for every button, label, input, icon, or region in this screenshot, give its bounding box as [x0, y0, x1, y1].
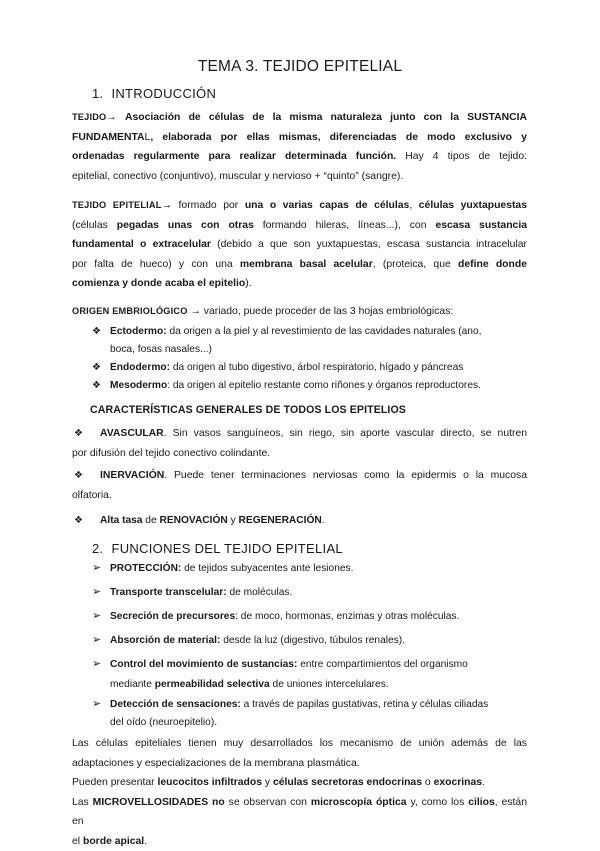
arrow-bullet-icon: ➢: [92, 631, 101, 651]
text-line: olfatoria.: [72, 486, 527, 506]
text-line: epitelial, conectivo (conjuntivo), muscular y nervioso + “quinto” (sangre).: [72, 167, 527, 187]
arrow-bullet-icon: ➢: [92, 607, 101, 627]
section-label: FUNCIONES DEL TEJIDO EPITELIAL: [111, 541, 343, 556]
text-line: adaptaciones y especializaciones de la membrana plasmática.: [72, 754, 527, 774]
text-line: Las células epiteliales tienen muy desarrollados los mecanismo de unión además de las: [72, 734, 527, 754]
arrow-bullet-icon: ➢: [92, 695, 101, 715]
section-number: 1.: [92, 86, 103, 101]
text-line: (células pegadas unas con otras formando hileras, líneas...), con escasa sustancia: [72, 216, 527, 236]
paragraph-inervacion: [72, 466, 527, 505]
text-line: TEJIDO EPITELIAL→ formado por una o varias capas de células, células yuxtapuestas: [72, 196, 527, 216]
section-label: INTRODUCCIÓN: [111, 86, 216, 101]
diamond-bullet-icon: ❖: [74, 466, 83, 486]
list-item: Transporte transcelular: de moléculas.: [110, 583, 292, 603]
paragraph-origen: [72, 302, 527, 322]
section-number: 2.: [92, 541, 103, 556]
text-line: comienza y donde acaba el epitelio).: [72, 274, 527, 294]
paragraph-tejido: [72, 108, 527, 186]
list-item: Absorción de material: desde la luz (digestivo, túbulos renales).: [110, 631, 405, 651]
diamond-bullet-icon: ❖: [74, 424, 83, 444]
text-line: Las MICROVELLOSIDADES no se observan con microscopía óptica y, como los cilios, están en: [72, 793, 527, 832]
text-line: el borde apical.: [72, 832, 527, 851]
list-item: Ectodermo: da origen a la piel y al revestimiento de las cavidades naturales (ano,: [110, 322, 481, 342]
paragraph-avascular: [72, 424, 527, 463]
text-line: ORIGEN EMBRIOLÓGICO → variado, puede proceder de las 3 hojas embriológicas:: [72, 302, 527, 322]
text-line: Pueden presentar leucocitos infiltrados y células secretoras endocrinas o exocrinas.: [72, 773, 527, 793]
list-item: Endodermo: da origen al tubo digestivo, árbol respiratorio, hígado y páncreas: [110, 358, 463, 378]
text-line: AVASCULAR. Sin vasos sanguíneos, sin riego, sin aporte vascular directo, se nutren: [72, 424, 527, 444]
diamond-bullet-icon: ❖: [92, 358, 101, 378]
text-line: por falta de hueco) y con una membrana basal acelular, (proteica, que define donde: [72, 255, 527, 275]
list-item: Detección de sensaciones: a través de papilas gustativas, retina y células ciliadas: [110, 695, 488, 715]
text-line: ordenadas regularmente para realizar determinada función. Hay 4 tipos de tejido:: [72, 147, 527, 167]
list-item-continuation: mediante permeabilidad selectiva de uniones intercelulares.: [110, 675, 389, 695]
diamond-bullet-icon: ❖: [74, 511, 83, 531]
list-item: PROTECCIÓN: de tejidos subyacentes ante lesiones.: [110, 559, 353, 579]
list-item: Secreción de precursores: de moco, hormonas, enzimas y otras moléculas.: [110, 607, 459, 627]
diamond-bullet-icon: ❖: [92, 376, 101, 396]
list-item: Mesodermo: da origen al epitelio restante como riñones y órganos reproductores.: [110, 376, 481, 396]
list-item-renovacion: Alta tasa de RENOVACIÓN y REGENERACIÓN.: [100, 511, 325, 531]
list-item-continuation: boca, fosas nasales...): [110, 340, 212, 360]
arrow-bullet-icon: ➢: [92, 655, 101, 675]
list-item: Control del movimiento de sustancias: entre compartimientos del organismo: [110, 655, 468, 675]
diamond-bullet-icon: ❖: [92, 322, 101, 342]
text-line: TEJIDO→ Asociación de células de la misma naturaleza junto con la SUSTANCIA: [72, 108, 527, 128]
arrow-bullet-icon: ➢: [92, 559, 101, 579]
section-heading-funciones: [92, 541, 343, 556]
list-item-continuation: del oído (neuroepitelio).: [110, 713, 217, 733]
text-line: FUNDAMENTAL, elaborada por ellas mismas, diferenciadas de modo exclusivo y: [72, 128, 527, 148]
arrow-bullet-icon: ➢: [92, 583, 101, 603]
text-line: por difusión del tejido conectivo colindante.: [72, 444, 527, 464]
paragraph-closing: [72, 734, 527, 851]
paragraph-tejido-epitelial: [72, 196, 527, 294]
text-line: fundamental o extracelular (debido a que son yuxtapuestas, escasa sustancia intracelular: [72, 235, 527, 255]
page-title: TEMA 3. TEJIDO EPITELIAL: [0, 58, 600, 76]
text-line: INERVACIÓN. Puede tener terminaciones nerviosas como la epidermis o la mucosa: [72, 466, 527, 486]
section-heading-introduccion: [92, 86, 216, 101]
subheading-caracteristicas: CARACTERÍSTICAS GENERALES DE TODOS LOS EPITELIOS: [90, 404, 406, 416]
